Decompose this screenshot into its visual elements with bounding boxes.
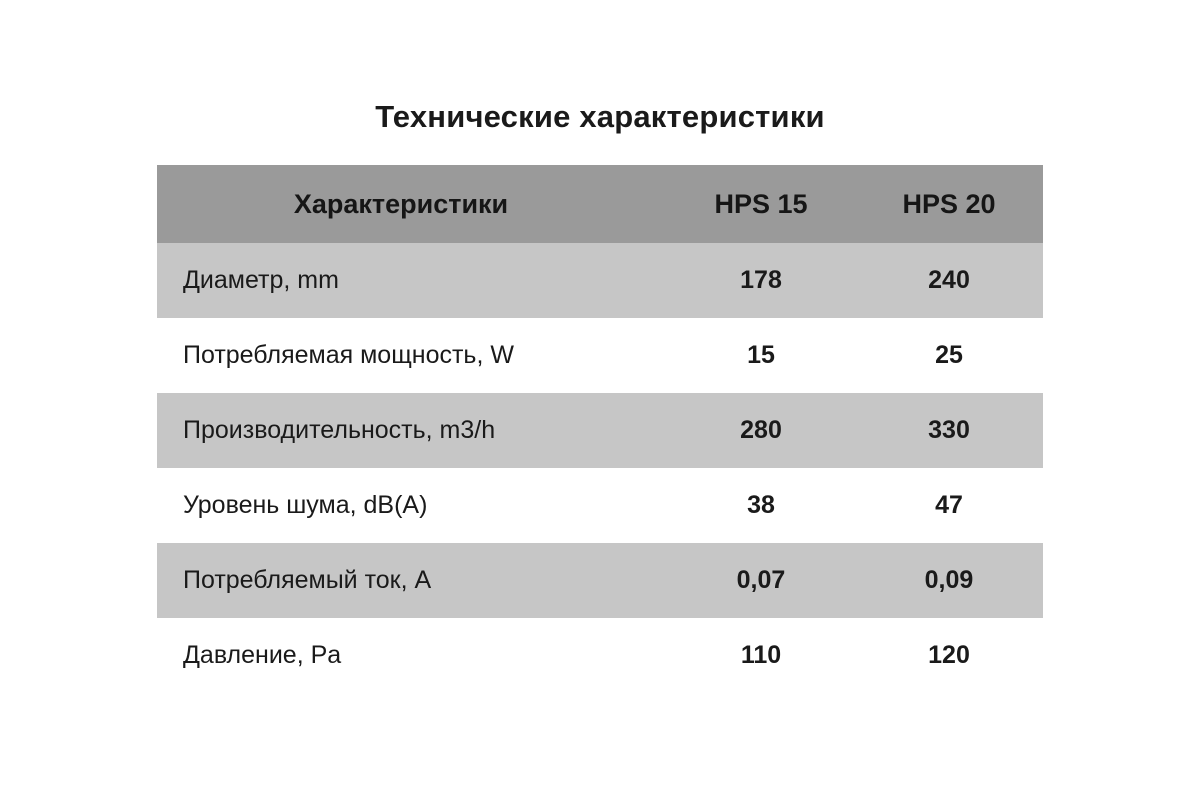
row-label: Потребляемый ток, A [157, 543, 667, 618]
table-row [157, 318, 1043, 393]
table-row [157, 468, 1043, 543]
row-value-hps20: 47 [855, 468, 1043, 543]
specifications-table [157, 165, 1043, 693]
row-label: Потребляемая мощность, W [157, 318, 667, 393]
row-value-hps20: 25 [855, 318, 1043, 393]
row-value-hps15: 38 [667, 468, 855, 543]
table-row [157, 618, 1043, 693]
table-row [157, 243, 1043, 318]
table-row [157, 393, 1043, 468]
page-title: Технические характеристики [375, 99, 825, 134]
row-label: Уровень шума, dB(A) [157, 468, 667, 543]
row-value-hps15: 110 [667, 618, 855, 693]
row-value-hps20: 240 [855, 243, 1043, 318]
table-header-row [157, 165, 1043, 243]
table-header [157, 165, 1043, 243]
column-header-hps20: HPS 20 [855, 165, 1043, 243]
row-value-hps20: 0,09 [855, 543, 1043, 618]
table-row [157, 543, 1043, 618]
row-value-hps15: 178 [667, 243, 855, 318]
row-value-hps15: 280 [667, 393, 855, 468]
row-value-hps20: 120 [855, 618, 1043, 693]
row-label: Давление, Pa [157, 618, 667, 693]
column-header-characteristics: Характеристики [157, 165, 667, 243]
row-value-hps15: 15 [667, 318, 855, 393]
row-label: Диаметр, mm [157, 243, 667, 318]
row-label: Производительность, m3/h [157, 393, 667, 468]
row-value-hps15: 0,07 [667, 543, 855, 618]
table-body [157, 243, 1043, 693]
row-value-hps20: 330 [855, 393, 1043, 468]
column-header-hps15: HPS 15 [667, 165, 855, 243]
